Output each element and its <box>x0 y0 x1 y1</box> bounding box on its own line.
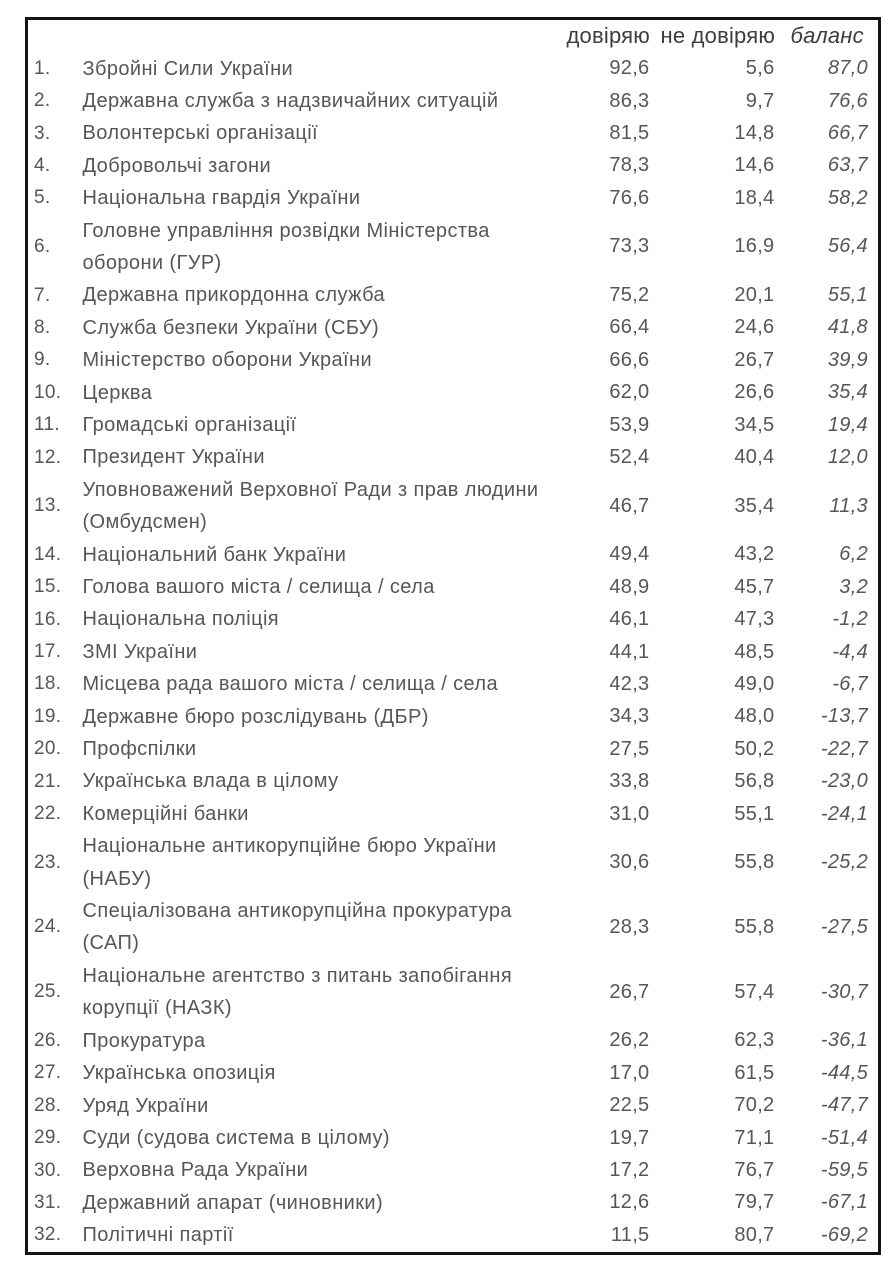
institution-name: Волонтерські організації <box>82 122 318 145</box>
table-row <box>27 474 880 539</box>
distrust-value: 71,1 <box>734 1126 775 1149</box>
table-row <box>27 571 880 603</box>
row-number: 5. <box>34 187 51 209</box>
distrust-value: 48,5 <box>734 640 775 663</box>
balance-value: -6,7 <box>832 672 868 695</box>
row-number: 31. <box>34 1191 62 1213</box>
distrust-value: 14,6 <box>734 154 775 177</box>
distrust-value: 47,3 <box>734 608 775 631</box>
institution-name: Громадські організації <box>82 413 297 436</box>
distrust-value: 35,4 <box>734 494 775 517</box>
distrust-value: 61,5 <box>734 1061 775 1084</box>
table-row <box>27 150 880 182</box>
balance-value: -67,1 <box>820 1191 868 1214</box>
distrust-value: 57,4 <box>734 980 775 1003</box>
table-row <box>27 377 880 409</box>
distrust-value: 5,6 <box>745 57 775 80</box>
table-row <box>27 733 880 765</box>
trust-value: 44,1 <box>609 640 650 663</box>
balance-value: -4,4 <box>832 640 868 663</box>
distrust-value: 24,6 <box>734 316 775 339</box>
institution-name: Головне управління розвідки Міністерства оборони (ГУР) <box>82 219 490 274</box>
table-row <box>27 1219 880 1253</box>
trust-value: 46,7 <box>609 494 650 517</box>
distrust-value: 48,0 <box>734 705 775 728</box>
row-number: 3. <box>34 122 51 144</box>
balance-value: 63,7 <box>827 154 868 177</box>
distrust-value: 14,8 <box>734 122 775 145</box>
row-number: 12. <box>34 446 62 468</box>
balance-value: 19,4 <box>827 413 868 436</box>
trust-value: 52,4 <box>609 446 650 469</box>
table-row <box>27 53 880 85</box>
table-row <box>27 1057 880 1089</box>
distrust-value: 62,3 <box>734 1029 775 1052</box>
trust-value: 66,6 <box>609 348 650 371</box>
distrust-value: 26,7 <box>734 348 775 371</box>
header-trust: довіряю <box>566 23 650 49</box>
balance-value: -27,5 <box>820 915 868 938</box>
balance-value: -13,7 <box>820 705 868 728</box>
balance-value: 39,9 <box>827 348 868 371</box>
distrust-value: 55,1 <box>734 802 775 825</box>
trust-value: 34,3 <box>609 705 650 728</box>
row-number: 2. <box>34 90 51 112</box>
distrust-value: 76,7 <box>734 1159 775 1182</box>
trust-value: 26,2 <box>609 1029 650 1052</box>
distrust-value: 16,9 <box>734 235 775 258</box>
distrust-value: 70,2 <box>734 1094 775 1117</box>
row-number: 17. <box>34 641 62 663</box>
row-number: 21. <box>34 770 62 792</box>
balance-value: -1,2 <box>832 608 868 631</box>
institution-name: ЗМІ України <box>82 640 198 663</box>
trust-value: 66,4 <box>609 316 650 339</box>
row-number: 29. <box>34 1127 62 1149</box>
trust-value: 42,3 <box>609 672 650 695</box>
distrust-value: 45,7 <box>734 575 775 598</box>
table-row <box>27 441 880 473</box>
table-row <box>27 830 880 895</box>
balance-value: 6,2 <box>839 543 868 566</box>
distrust-value: 55,8 <box>734 915 775 938</box>
balance-value: 76,6 <box>827 89 868 112</box>
row-number: 6. <box>34 235 51 257</box>
institution-name: Міністерство оборони України <box>82 349 373 372</box>
institution-name: Комерційні банки <box>82 802 249 825</box>
institution-name: Національна гвардія України <box>82 187 361 210</box>
distrust-value: 56,8 <box>734 770 775 793</box>
institution-name: Державний апарат (чиновники) <box>82 1191 384 1214</box>
trust-value: 86,3 <box>609 89 650 112</box>
balance-value: 35,4 <box>827 381 868 404</box>
table-row <box>27 1154 880 1186</box>
institution-name: Уряд України <box>82 1094 209 1117</box>
trust-value: 22,5 <box>609 1094 650 1117</box>
trust-value: 49,4 <box>609 543 650 566</box>
table-row <box>27 1187 880 1219</box>
institution-name: Уповноважений Верховної Ради з прав людини (Омбудсмен) <box>82 478 539 534</box>
row-number: 18. <box>34 673 62 695</box>
trust-value: 75,2 <box>609 284 650 307</box>
row-number: 19. <box>34 705 62 727</box>
balance-value: -59,5 <box>820 1159 868 1182</box>
trust-value: 28,3 <box>609 915 650 938</box>
trust-value: 19,7 <box>609 1126 650 1149</box>
table-row <box>27 409 880 441</box>
row-number: 9. <box>34 349 51 371</box>
institution-name: Збройні Сили України <box>82 57 294 80</box>
distrust-value: 20,1 <box>734 284 775 307</box>
balance-value: 11,3 <box>829 494 868 517</box>
balance-value: 56,4 <box>827 235 868 258</box>
institution-name: Українська влада в цілому <box>82 770 339 793</box>
balance-value: -36,1 <box>820 1029 868 1052</box>
distrust-value: 43,2 <box>734 543 775 566</box>
header-empty-cell <box>27 19 561 53</box>
distrust-value: 50,2 <box>734 737 775 760</box>
institution-name: Суди (судова система в цілому) <box>82 1126 390 1149</box>
balance-value: 12,0 <box>827 446 868 469</box>
trust-value: 26,7 <box>609 980 650 1003</box>
table-row <box>27 1025 880 1057</box>
trust-value: 48,9 <box>609 575 650 598</box>
balance-value: 66,7 <box>827 122 868 145</box>
distrust-value: 26,6 <box>734 381 775 404</box>
table-header <box>27 19 880 53</box>
balance-value: -47,7 <box>820 1094 868 1117</box>
row-number: 20. <box>34 738 62 760</box>
balance-value: 55,1 <box>827 284 868 307</box>
distrust-value: 80,7 <box>734 1223 775 1246</box>
table-row <box>27 539 880 571</box>
institution-name: Державна прикордонна служба <box>82 284 386 307</box>
institution-name: Українська опозиція <box>82 1062 276 1085</box>
institution-name: Прокуратура <box>82 1029 206 1052</box>
row-number: 28. <box>34 1094 62 1116</box>
distrust-value: 34,5 <box>734 413 775 436</box>
row-number: 16. <box>34 608 62 630</box>
distrust-value: 9,7 <box>745 89 775 112</box>
table-row <box>27 85 880 117</box>
trust-value: 81,5 <box>609 122 650 145</box>
trust-value: 62,0 <box>609 381 650 404</box>
row-number: 8. <box>34 316 51 338</box>
institution-name: Політичні партії <box>82 1224 234 1247</box>
balance-value: -24,1 <box>820 802 868 825</box>
balance-value: 58,2 <box>827 186 868 209</box>
institutions-trust-table <box>25 17 881 1255</box>
balance-value: -25,2 <box>820 851 868 874</box>
trust-value: 76,6 <box>609 186 650 209</box>
institution-name: Національний банк України <box>82 543 347 566</box>
trust-value: 17,0 <box>609 1061 650 1084</box>
row-number: 23. <box>34 851 62 873</box>
trust-value: 27,5 <box>609 737 650 760</box>
table-row <box>27 765 880 797</box>
institution-name: Державне бюро розслідувань (ДБР) <box>82 705 429 728</box>
row-number: 14. <box>34 543 62 565</box>
institution-name: Національне агентство з питань запобігання корупції (НАЗК) <box>82 964 513 1020</box>
institution-name: Місцева рада вашого міста / селища / села <box>82 673 498 696</box>
table-row <box>27 798 880 830</box>
balance-value: -51,4 <box>820 1126 868 1149</box>
institution-name: Спеціалізована антикорупційна прокуратура (САП) <box>82 900 512 955</box>
table-row <box>27 117 880 149</box>
row-number: 25. <box>34 981 62 1003</box>
distrust-value: 49,0 <box>734 672 775 695</box>
distrust-value: 79,7 <box>734 1191 775 1214</box>
institution-name: Профспілки <box>82 738 197 761</box>
trust-value: 78,3 <box>609 154 650 177</box>
trust-value: 12,6 <box>609 1191 650 1214</box>
table-row <box>27 182 880 214</box>
row-number: 11. <box>34 414 60 436</box>
distrust-value: 18,4 <box>734 186 775 209</box>
trust-value: 17,2 <box>609 1159 650 1182</box>
balance-value: 3,2 <box>839 575 868 598</box>
distrust-value: 40,4 <box>734 446 775 469</box>
row-number: 7. <box>34 284 51 306</box>
table-row <box>27 1122 880 1154</box>
balance-value: -69,2 <box>820 1223 868 1246</box>
table-body <box>27 53 880 1254</box>
table-row <box>27 668 880 700</box>
row-number: 15. <box>34 576 62 598</box>
institution-name: Церква <box>82 381 153 404</box>
table-row <box>27 312 880 344</box>
balance-value: 41,8 <box>827 316 868 339</box>
trust-value: 33,8 <box>609 770 650 793</box>
table-row <box>27 603 880 635</box>
row-number: 32. <box>34 1224 62 1246</box>
institution-name: Президент України <box>82 446 265 469</box>
row-number: 26. <box>34 1029 62 1051</box>
trust-table-container <box>25 17 881 1255</box>
row-number: 22. <box>34 803 62 825</box>
institution-name: Державна служба з надзвичайних ситуацій <box>82 89 499 112</box>
row-number: 13. <box>34 495 62 517</box>
row-number: 24. <box>34 916 62 938</box>
table-row <box>27 636 880 668</box>
institution-name: Голова вашого міста / селища / села <box>82 576 435 598</box>
trust-value: 30,6 <box>609 851 650 874</box>
table-row <box>27 279 880 311</box>
row-number: 10. <box>34 381 62 403</box>
institution-name: Національна поліція <box>82 608 280 631</box>
row-number: 27. <box>34 1062 62 1084</box>
institution-name: Національне антикорупційне бюро України (НАБУ) <box>82 835 497 890</box>
trust-value: 53,9 <box>609 413 650 436</box>
balance-value: -23,0 <box>820 770 868 793</box>
header-distrust: не довіряю <box>660 23 776 49</box>
table-row <box>27 1090 880 1122</box>
trust-value: 31,0 <box>609 802 650 825</box>
table-row <box>27 701 880 733</box>
row-number: 30. <box>34 1159 62 1181</box>
row-number: 4. <box>34 154 51 176</box>
balance-value: -30,7 <box>820 980 868 1003</box>
trust-value: 46,1 <box>609 608 650 631</box>
balance-value: 87,0 <box>827 57 868 80</box>
table-row <box>27 895 880 960</box>
trust-value: 73,3 <box>609 235 650 258</box>
table-row <box>27 960 880 1025</box>
balance-value: -22,7 <box>820 737 868 760</box>
table-row <box>27 344 880 376</box>
header-balance: баланс <box>790 23 864 49</box>
row-number: 1. <box>34 57 51 79</box>
trust-value: 11,5 <box>610 1223 650 1246</box>
balance-value: -44,5 <box>820 1061 868 1084</box>
institution-name: Служба безпеки України (СБУ) <box>82 316 380 339</box>
institution-name: Добровольчі загони <box>82 154 272 177</box>
table-row <box>27 215 880 280</box>
trust-value: 92,6 <box>609 57 650 80</box>
distrust-value: 55,8 <box>734 851 775 874</box>
institution-name: Верховна Рада України <box>82 1159 309 1182</box>
header-row <box>27 19 880 53</box>
